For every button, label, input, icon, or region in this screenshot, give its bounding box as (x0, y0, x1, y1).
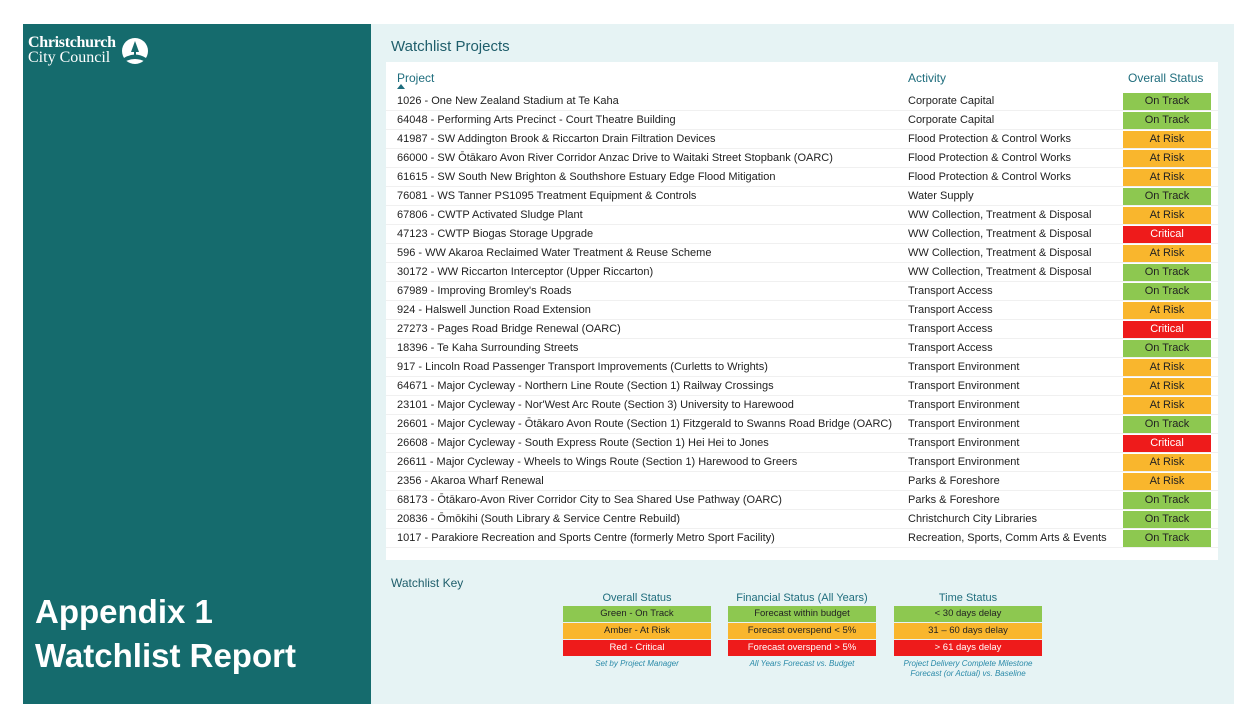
project-cell: 61615 - SW South New Brighton & Southshore Estuary Edge Flood Mitigation (397, 171, 776, 183)
table-row[interactable] (386, 339, 1218, 358)
activity-cell: Corporate Capital (908, 95, 995, 107)
status-badge: On Track (1123, 511, 1211, 528)
status-badge: At Risk (1123, 302, 1211, 319)
activity-cell: Transport Environment (908, 399, 1020, 411)
project-cell: 20836 - Ōmōkihi (South Library & Service Centre Rebuild) (397, 513, 681, 525)
project-cell: 68173 - Ōtākaro-Avon River Corridor City to Sea Shared Use Pathway (OARC) (397, 494, 782, 506)
status-badge: On Track (1123, 416, 1211, 433)
activity-cell: Transport Environment (908, 361, 1020, 373)
table-row[interactable] (386, 320, 1218, 339)
status-badge: At Risk (1123, 454, 1211, 471)
key-column (728, 592, 876, 669)
status-badge: On Track (1123, 530, 1211, 547)
key-column-note: Project Delivery Complete Milestone Forecast (or Actual) vs. Baseline (903, 659, 1033, 678)
activity-cell: Transport Environment (908, 380, 1020, 392)
status-badge: At Risk (1123, 150, 1211, 167)
activity-cell: Water Supply (908, 190, 974, 202)
sort-ascending-icon[interactable] (397, 84, 405, 89)
project-cell: 67989 - Improving Bromley's Roads (397, 285, 572, 297)
logo-line-1: Christchurch (28, 34, 116, 51)
table-row[interactable] (386, 377, 1218, 396)
status-badge: Critical (1123, 435, 1211, 452)
key-column-heading: Financial Status (All Years) (736, 592, 868, 604)
project-cell: 64048 - Performing Arts Precinct - Court Theatre Building (397, 114, 676, 126)
status-badge: At Risk (1123, 378, 1211, 395)
activity-cell: Recreation, Sports, Comm Arts & Events (908, 532, 1107, 544)
project-cell: 26611 - Major Cycleway - Wheels to Wings Route (Section 1) Harewood to Greers (397, 456, 798, 468)
activity-cell: Parks & Foreshore (908, 494, 1000, 506)
activity-cell: Corporate Capital (908, 114, 995, 126)
column-header-activity[interactable]: Activity (908, 71, 947, 85)
key-green-cell: Forecast within budget (728, 606, 876, 622)
table-header (386, 62, 1218, 90)
activity-cell: Flood Protection & Control Works (908, 152, 1072, 164)
key-red-cell: Forecast overspend > 5% (728, 640, 876, 656)
activity-cell: Christchurch City Libraries (908, 513, 1037, 525)
project-cell: 1017 - Parakiore Recreation and Sports Centre (formerly Metro Sport Facility) (397, 532, 775, 544)
project-cell: 23101 - Major Cycleway - Nor'West Arc Route (Section 3) University to Harewood (397, 399, 794, 411)
activity-cell: Transport Access (908, 342, 993, 354)
project-cell: 596 - WW Akaroa Reclaimed Water Treatment & Reuse Scheme (397, 247, 712, 259)
key-amber-cell: 31 – 60 days delay (894, 623, 1042, 639)
key-column-note: Set by Project Manager (595, 659, 679, 668)
project-cell: 47123 - CWTP Biogas Storage Upgrade (397, 228, 594, 240)
project-cell: 1026 - One New Zealand Stadium at Te Kaha (397, 95, 619, 107)
table-row[interactable] (386, 529, 1218, 548)
project-cell: 917 - Lincoln Road Passenger Transport Improvements (Curletts to Wrights) (397, 361, 768, 373)
table-row[interactable] (386, 187, 1218, 206)
sidebar (23, 24, 371, 704)
status-badge: On Track (1123, 93, 1211, 110)
activity-cell: Parks & Foreshore (908, 475, 1000, 487)
activity-cell: Transport Access (908, 323, 993, 335)
status-badge: At Risk (1123, 245, 1211, 262)
status-badge: At Risk (1123, 131, 1211, 148)
project-cell: 76081 - WS Tanner PS1095 Treatment Equipment & Controls (397, 190, 697, 202)
status-badge: At Risk (1123, 397, 1211, 414)
key-amber-cell: Amber - At Risk (563, 623, 711, 639)
table-row[interactable] (386, 434, 1218, 453)
table-row[interactable] (386, 168, 1218, 187)
status-badge: At Risk (1123, 207, 1211, 224)
activity-cell: WW Collection, Treatment & Disposal (908, 209, 1092, 221)
table-row[interactable] (386, 301, 1218, 320)
project-cell: 30172 - WW Riccarton Interceptor (Upper Riccarton) (397, 266, 654, 278)
key-green-cell: < 30 days delay (894, 606, 1042, 622)
activity-cell: Flood Protection & Control Works (908, 171, 1072, 183)
project-cell: 18396 - Te Kaha Surrounding Streets (397, 342, 579, 354)
activity-cell: Flood Protection & Control Works (908, 133, 1072, 145)
status-badge: On Track (1123, 492, 1211, 509)
project-cell: 66000 - SW Ōtākaro Avon River Corridor Anzac Drive to Waitaki Street Stopbank (OARC) (397, 152, 833, 164)
status-badge: On Track (1123, 112, 1211, 129)
table-row[interactable] (386, 263, 1218, 282)
activity-cell: Transport Access (908, 304, 993, 316)
key-column-note: All Years Forecast vs. Budget (749, 659, 855, 668)
key-green-cell: Green - On Track (563, 606, 711, 622)
table-body (386, 92, 1218, 548)
project-cell: 924 - Halswell Junction Road Extension (397, 304, 591, 316)
table-row[interactable] (386, 244, 1218, 263)
activity-cell: Transport Access (908, 285, 993, 297)
project-cell: 41987 - SW Addington Brook & Riccarton Drain Filtration Devices (397, 133, 716, 145)
key-red-cell: Red - Critical (563, 640, 711, 656)
table-row[interactable] (386, 225, 1218, 244)
report-title-line-2: Watchlist Report (35, 637, 296, 674)
status-badge: On Track (1123, 188, 1211, 205)
project-cell: 67806 - CWTP Activated Sludge Plant (397, 209, 583, 221)
table-row[interactable] (386, 282, 1218, 301)
table-row[interactable] (386, 453, 1218, 472)
table-row[interactable] (386, 396, 1218, 415)
project-cell: 26608 - Major Cycleway - South Express Route (Section 1) Hei Hei to Jones (397, 437, 769, 449)
activity-cell: Transport Environment (908, 418, 1020, 430)
table-row[interactable] (386, 206, 1218, 225)
key-title: Watchlist Key (391, 576, 464, 590)
key-column (894, 592, 1042, 679)
activity-cell: WW Collection, Treatment & Disposal (908, 247, 1092, 259)
key-red-cell: > 61 days delay (894, 640, 1042, 656)
status-badge: Critical (1123, 321, 1211, 338)
key-amber-cell: Forecast overspend < 5% (728, 623, 876, 639)
table-row[interactable] (386, 472, 1218, 491)
table-row[interactable] (386, 111, 1218, 130)
status-badge: At Risk (1123, 359, 1211, 376)
project-cell: 26601 - Major Cycleway - Ōtākaro Avon Route (Section 1) Fitzgerald to Swanns Road Bridge (OARC) (397, 418, 893, 430)
key-column-heading: Time Status (938, 592, 998, 604)
table-row[interactable] (386, 510, 1218, 529)
table-row[interactable] (386, 491, 1218, 510)
report-title-line-1: Appendix 1 (35, 593, 213, 630)
status-badge: Critical (1123, 226, 1211, 243)
key-column-heading: Overall Status (602, 592, 672, 604)
table-row[interactable] (386, 415, 1218, 434)
table-row[interactable] (386, 149, 1218, 168)
panel-title: Watchlist Projects (391, 38, 510, 55)
council-emblem-icon (120, 36, 150, 66)
status-badge: On Track (1123, 264, 1211, 281)
status-badge: At Risk (1123, 473, 1211, 490)
status-badge: On Track (1123, 283, 1211, 300)
column-header-overall-status[interactable]: Overall Status (1128, 71, 1204, 85)
project-cell: 2356 - Akaroa Wharf Renewal (397, 475, 544, 487)
logo-line-2: City Council (28, 49, 111, 66)
project-cell: 64671 - Major Cycleway - Northern Line Route (Section 1) Railway Crossings (397, 380, 774, 392)
council-logo (28, 35, 150, 66)
table-row[interactable] (386, 130, 1218, 149)
column-header-project[interactable]: Project (397, 71, 435, 85)
status-badge: At Risk (1123, 169, 1211, 186)
status-badge: On Track (1123, 340, 1211, 357)
table-row[interactable] (386, 358, 1218, 377)
activity-cell: Transport Environment (908, 437, 1020, 449)
report-title (35, 590, 296, 678)
activity-cell: Transport Environment (908, 456, 1020, 468)
activity-cell: WW Collection, Treatment & Disposal (908, 228, 1092, 240)
table-row[interactable] (386, 92, 1218, 111)
activity-cell: WW Collection, Treatment & Disposal (908, 266, 1092, 278)
key-column (563, 592, 711, 669)
projects-table (386, 62, 1218, 560)
project-cell: 27273 - Pages Road Bridge Renewal (OARC) (397, 323, 621, 335)
watchlist-panel (371, 24, 1234, 704)
